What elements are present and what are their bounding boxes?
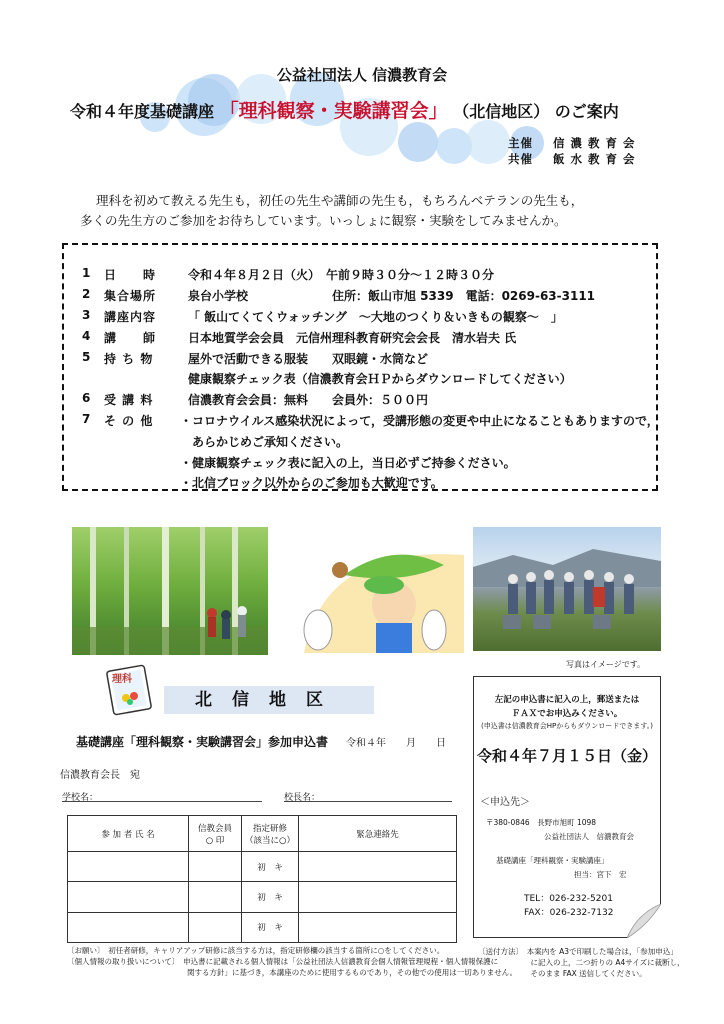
note-line: ・コロナウイルス感染状況によって，受講形態の変更や中止になることもありますので， bbox=[180, 414, 659, 428]
sponsor-role: 共催 bbox=[508, 152, 533, 166]
forest-trees-image bbox=[72, 527, 268, 655]
form-title: 基礎講座「理科観察・実験講習会」参加申込書 bbox=[76, 735, 329, 749]
table-row bbox=[68, 852, 457, 882]
note-line: ・健康観察チェック表に記入の上，当日必ずご持参ください。 bbox=[180, 456, 516, 470]
principal-label: 校長名： bbox=[284, 793, 321, 803]
course-name: 基礎講座「理科観察・実験講座」 bbox=[496, 856, 609, 865]
detail-value: 令和４年８月２日（火） 午前９時３０分～１２時３０分 bbox=[188, 268, 495, 282]
footnote-privacy: 〔個人情報の取り扱いについて〕 申込書に記載される個人情報は「公益社団法人信濃教育会個人情報管理規程・個人情報保護に bbox=[67, 957, 499, 966]
detail-value: 日本地質学会会員 元信州理科教育研究会会長 清水岩夫 氏 bbox=[188, 331, 517, 345]
detail-no: 4 bbox=[82, 329, 91, 343]
member-mark-cell[interactable] bbox=[189, 882, 242, 912]
participant-name-cell[interactable] bbox=[68, 852, 189, 882]
intro-line: 理科を初めて教える先生も，初任の先生や講師の先生も，もちろんベテランの先生も， bbox=[96, 193, 584, 208]
note-line: ・北信ブロック以外からのご参加も大歓迎です。 bbox=[180, 476, 443, 490]
title-suffix: （北信地区） のご案内 bbox=[453, 102, 619, 121]
detail-value: 健康観察チェック表（信濃教育会ＨＰからダウンロードしてください） bbox=[188, 372, 572, 386]
table-header-row bbox=[68, 816, 457, 852]
school-label: 学校名： bbox=[62, 793, 99, 803]
forest-photo bbox=[72, 527, 268, 655]
title-main: 「理科観察・実験講習会」 bbox=[219, 100, 448, 122]
sponsor-name: 信 濃 教 育 会 bbox=[553, 136, 636, 150]
detail-label: 講座内容 bbox=[104, 310, 157, 324]
sponsor-role: 主催 bbox=[508, 136, 533, 150]
fax: FAX：026-232-7132 bbox=[524, 908, 614, 918]
postal-address: 〒380-0846 長野市旭町 1098 bbox=[486, 818, 597, 827]
detail-no: 7 bbox=[82, 412, 91, 426]
science-book-icon bbox=[104, 664, 154, 716]
deadline: 令和４年７月１５日（金） bbox=[476, 747, 657, 765]
apply-download-note: (申込書は信濃教育会HPからもダウンロードできます。) bbox=[481, 722, 653, 730]
application-info-box bbox=[473, 676, 661, 938]
page-curl-icon bbox=[627, 904, 661, 938]
title-prefix: 令和４年度基礎講座 bbox=[70, 102, 215, 121]
illustration-teacher-children bbox=[284, 545, 464, 653]
destination-label: ＜申込先＞ bbox=[480, 797, 530, 808]
detail-no: 1 bbox=[82, 266, 91, 280]
sponsor-co bbox=[508, 151, 636, 167]
group-people-image bbox=[473, 527, 661, 651]
training-cell[interactable]: 初 キ bbox=[242, 912, 299, 942]
sponsor-main bbox=[508, 135, 636, 151]
participant-name-cell[interactable] bbox=[68, 882, 189, 912]
detail-label: 受 講 料 bbox=[104, 393, 154, 407]
member-mark-cell[interactable] bbox=[189, 912, 242, 942]
column-header: 参 加 者 氏 名 bbox=[68, 816, 189, 852]
telephone: TEL：026-232-5201 bbox=[524, 894, 613, 904]
form-date: 令和４年 月 日 bbox=[346, 738, 446, 749]
detail-label: 持 ち 物 bbox=[104, 352, 154, 366]
emergency-contact-cell[interactable] bbox=[299, 852, 457, 882]
detail-label: 講 師 bbox=[104, 331, 157, 345]
principal-name-field[interactable] bbox=[284, 801, 452, 802]
intro-line: 多くの先生方のご参加をお待ちしています。いっしょに観察・実験をしてみませんか。 bbox=[80, 213, 567, 228]
send-method-line: 〔送付方法〕 本案内を A3で印刷した場合は，「参加申込」 bbox=[478, 947, 678, 956]
detail-value: 信濃教育会会員：無料 会員外：５００円 bbox=[188, 393, 429, 407]
detail-no: 2 bbox=[82, 287, 91, 301]
training-cell[interactable]: 初 キ bbox=[242, 852, 299, 882]
note-line: あらかじめご承知ください。 bbox=[180, 435, 349, 449]
group-photo bbox=[473, 527, 661, 651]
destination-org: 公益社団法人 信濃教育会 bbox=[544, 832, 634, 841]
apply-instruction-2: ＦＡＸでお申込みください。 bbox=[511, 709, 623, 719]
contact-person: 担当：宮下 宏 bbox=[574, 870, 627, 879]
school-name-field[interactable] bbox=[62, 801, 262, 802]
page-title bbox=[70, 96, 619, 123]
footnote-privacy-2: 関する方針」に基づき，本講座のために使用するものであり，その他での使用は一切ありません。 bbox=[67, 968, 518, 977]
region-banner: 北信地区 bbox=[164, 686, 374, 714]
detail-value: 屋外で活動できる服装 双眼鏡・水筒など bbox=[188, 352, 429, 366]
cartoon-illustration-image bbox=[284, 545, 464, 653]
column-header: 信教会員 ○ 印 bbox=[189, 816, 242, 852]
organization-name: 公益社団法人 信濃教育会 bbox=[276, 66, 448, 84]
table-row bbox=[68, 882, 457, 912]
book-label: 理科 bbox=[112, 674, 132, 685]
detail-label: 集合場所 bbox=[104, 289, 157, 303]
decor-bubble bbox=[466, 120, 510, 164]
detail-no: 6 bbox=[82, 391, 91, 405]
detail-no: 5 bbox=[82, 350, 91, 364]
detail-value: 泉台小学校 住所：飯山市旭 5339 電話：0269-63-3111 bbox=[188, 289, 596, 303]
column-header: 指定研修 （該当に○） bbox=[242, 816, 299, 852]
send-method-line: そのまま FAX 送信してください。 bbox=[478, 969, 647, 978]
column-header: 緊急連絡先 bbox=[299, 816, 457, 852]
footnote-request: 〔お願い〕 初任者研修，キャリアアップ研修に該当する方は，指定研修欄の該当する箇所に○をしてください。 bbox=[67, 946, 445, 955]
photo-caption: 写真はイメージです。 bbox=[566, 660, 646, 669]
apply-instruction: 左記の申込書に記入の上，郵送または bbox=[494, 695, 640, 705]
form-addressee: 信濃教育会長 宛 bbox=[60, 770, 140, 781]
participant-name-cell[interactable] bbox=[68, 912, 189, 942]
sponsor-name: 飯 水 教 育 会 bbox=[553, 152, 636, 166]
detail-no: 3 bbox=[82, 308, 91, 322]
detail-label: そ の 他 bbox=[104, 414, 154, 428]
member-mark-cell[interactable] bbox=[189, 852, 242, 882]
emergency-contact-cell[interactable] bbox=[299, 912, 457, 942]
table-row bbox=[68, 912, 457, 942]
registration-table bbox=[67, 815, 457, 943]
detail-label: 日 時 bbox=[104, 268, 157, 282]
emergency-contact-cell[interactable] bbox=[299, 882, 457, 912]
detail-value: 「 飯山てくてくウォッチング ～大地のつくり＆いきもの観察～ 」 bbox=[188, 310, 563, 324]
training-cell[interactable]: 初 キ bbox=[242, 882, 299, 912]
decor-bubble bbox=[398, 122, 438, 162]
send-method-line: に記入の上，二つ折りの A4サイズに裁断し， bbox=[478, 958, 685, 967]
